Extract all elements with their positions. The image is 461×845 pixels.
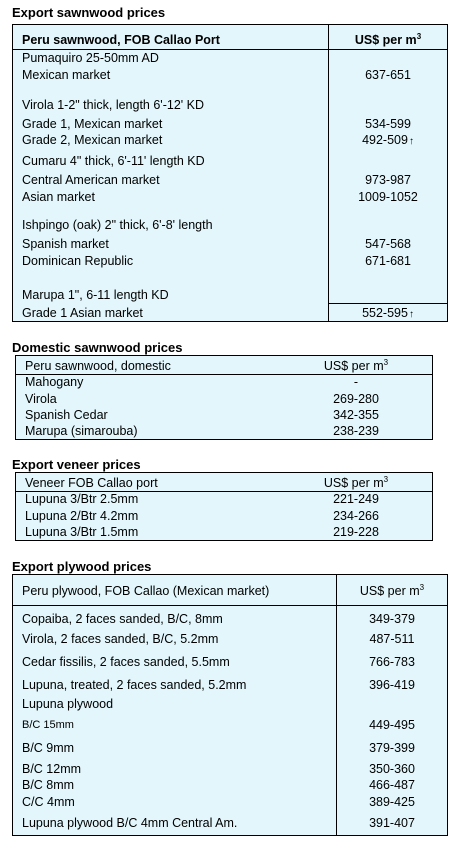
row-label: Virola, 2 faces sanded, B/C, 5.2mm bbox=[22, 632, 219, 646]
table-row bbox=[13, 97, 447, 113]
table-row bbox=[13, 740, 447, 756]
table-row bbox=[13, 777, 447, 793]
row-value: 234-266 bbox=[333, 509, 379, 523]
table-row bbox=[13, 696, 447, 712]
row-label: B/C 8mm bbox=[22, 778, 75, 792]
row-label: Lupuna 3/Btr 2.5mm bbox=[25, 492, 139, 506]
plywood-table bbox=[12, 574, 448, 836]
header-unit: US$ per $m^3$ bbox=[359, 583, 425, 598]
table-row bbox=[16, 423, 432, 439]
table-row bbox=[13, 236, 447, 252]
row-value: 379-399 bbox=[369, 741, 415, 755]
veneer-title: Export veneer prices bbox=[12, 457, 141, 472]
header-label: Peru plywood, FOB Callao (Mexican market) bbox=[22, 584, 270, 598]
table-row bbox=[16, 491, 432, 507]
row-label: Mahogany bbox=[25, 375, 84, 389]
table-header bbox=[13, 32, 447, 48]
table-row bbox=[13, 654, 447, 670]
row-label: Ishpingo (oak) 2" thick, 6'-8' length bbox=[22, 218, 213, 232]
row-label: Dominican Republic bbox=[22, 254, 134, 268]
table-row bbox=[13, 794, 447, 810]
table-row bbox=[13, 611, 447, 627]
table-row bbox=[13, 305, 447, 321]
row-label: Cumaru 4" thick, 6'-11' length KD bbox=[22, 154, 205, 168]
row-label: Lupuna 3/Btr 1.5mm bbox=[25, 525, 139, 539]
row-value: 349-379 bbox=[369, 612, 415, 626]
row-value: 671-681 bbox=[365, 254, 411, 268]
row-value: 766-783 bbox=[369, 655, 415, 669]
table-row bbox=[13, 153, 447, 169]
header-label: Veneer FOB Callao port bbox=[25, 476, 158, 490]
row-value: 552-595↑ bbox=[362, 306, 414, 320]
table-row bbox=[13, 217, 447, 233]
row-value: 1009-1052 bbox=[358, 190, 418, 204]
table-header bbox=[16, 475, 432, 491]
row-value: 238-239 bbox=[333, 424, 379, 438]
table-row bbox=[13, 761, 447, 777]
row-label: Copaiba, 2 faces sanded, B/C, 8mm bbox=[22, 612, 223, 626]
table-row bbox=[13, 116, 447, 132]
header-unit: US$ per $m^3$ bbox=[323, 358, 389, 373]
table-row bbox=[13, 631, 447, 647]
table-row bbox=[13, 815, 447, 831]
row-value: 269-280 bbox=[333, 392, 379, 406]
table-row bbox=[16, 407, 432, 423]
row-value: 342-355 bbox=[333, 408, 379, 422]
table-header bbox=[13, 583, 447, 599]
sawnwood-title: Export sawnwood prices bbox=[12, 5, 166, 20]
table-header bbox=[16, 358, 432, 374]
row-label: Marupa 1", 6-11 length KD bbox=[22, 288, 169, 302]
row-label: Mexican market bbox=[22, 68, 111, 82]
row-label: C/C 4mm bbox=[22, 795, 75, 809]
row-value: 221-249 bbox=[333, 492, 379, 506]
row-label: Lupuna 2/Btr 4.2mm bbox=[25, 509, 139, 523]
row-value: 449-495 bbox=[369, 718, 415, 732]
domestic-table bbox=[15, 355, 433, 440]
header-divider bbox=[13, 605, 447, 606]
table-row bbox=[16, 524, 432, 540]
row-value: 534-599 bbox=[365, 117, 411, 131]
row-label: Virola bbox=[25, 392, 57, 406]
row-label: Virola 1-2" thick, length 6'-12' KD bbox=[22, 98, 204, 112]
table-row bbox=[13, 189, 447, 205]
header-label: Peru sawnwood, domestic bbox=[25, 359, 171, 373]
row-label: B/C 9mm bbox=[22, 741, 75, 755]
table-row bbox=[13, 717, 447, 733]
domestic-title: Domestic sawnwood prices bbox=[12, 340, 183, 355]
table-row bbox=[16, 508, 432, 524]
row-label: B/C 15mm bbox=[22, 719, 74, 731]
row-label: B/C 12mm bbox=[22, 762, 82, 776]
header-label: Peru sawnwood, FOB Callao Port bbox=[22, 33, 220, 47]
table-row bbox=[13, 50, 447, 66]
up-arrow-icon: ↑ bbox=[408, 136, 414, 147]
row-value: 391-407 bbox=[369, 816, 415, 830]
table-row bbox=[13, 677, 447, 693]
row-label: Spanish market bbox=[22, 237, 109, 251]
row-label: Grade 1, Mexican market bbox=[22, 117, 163, 131]
row-label: Grade 2, Mexican market bbox=[22, 133, 163, 147]
row-value: 637-651 bbox=[365, 68, 411, 82]
table-row bbox=[16, 391, 432, 407]
row-value: 219-228 bbox=[333, 525, 379, 539]
table-row bbox=[16, 374, 432, 390]
row-value: 547-568 bbox=[365, 237, 411, 251]
row-value: 389-425 bbox=[369, 795, 415, 809]
row-label: Marupa (simarouba) bbox=[25, 424, 138, 438]
row-label: Spanish Cedar bbox=[25, 408, 108, 422]
table-row bbox=[13, 132, 447, 148]
row-label: Central American market bbox=[22, 173, 160, 187]
row-label: Lupuna, treated, 2 faces sanded, 5.2mm bbox=[22, 678, 247, 692]
header-unit: US$ per $m^3$ bbox=[323, 475, 389, 490]
table-row bbox=[13, 253, 447, 269]
row-label: Lupuna plywood bbox=[22, 697, 114, 711]
row-value: - bbox=[353, 375, 359, 389]
table-row bbox=[13, 172, 447, 188]
cell-divider bbox=[328, 303, 447, 304]
row-label: Cedar fissilis, 2 faces sanded, 5.5mm bbox=[22, 655, 230, 669]
row-value: 396-419 bbox=[369, 678, 415, 692]
sawnwood-table bbox=[12, 24, 448, 322]
row-value: 487-511 bbox=[369, 632, 415, 646]
header-unit: US$ per $m^3$ bbox=[354, 32, 422, 47]
table-row bbox=[13, 287, 447, 303]
row-value: 492-509↑ bbox=[362, 133, 414, 147]
veneer-table bbox=[15, 472, 433, 541]
up-arrow-icon: ↑ bbox=[408, 309, 414, 320]
plywood-title: Export plywood prices bbox=[12, 559, 152, 574]
row-value: 973-987 bbox=[365, 173, 411, 187]
row-label: Lupuna plywood B/C 4mm Central Am. bbox=[22, 816, 238, 830]
row-label: Grade 1 Asian market bbox=[22, 306, 143, 320]
row-label: Asian market bbox=[22, 190, 95, 204]
table-row bbox=[13, 67, 447, 83]
row-value: 350-360 bbox=[369, 762, 415, 776]
row-value: 466-487 bbox=[369, 778, 415, 792]
row-label: Pumaquiro 25-50mm AD bbox=[22, 51, 159, 65]
